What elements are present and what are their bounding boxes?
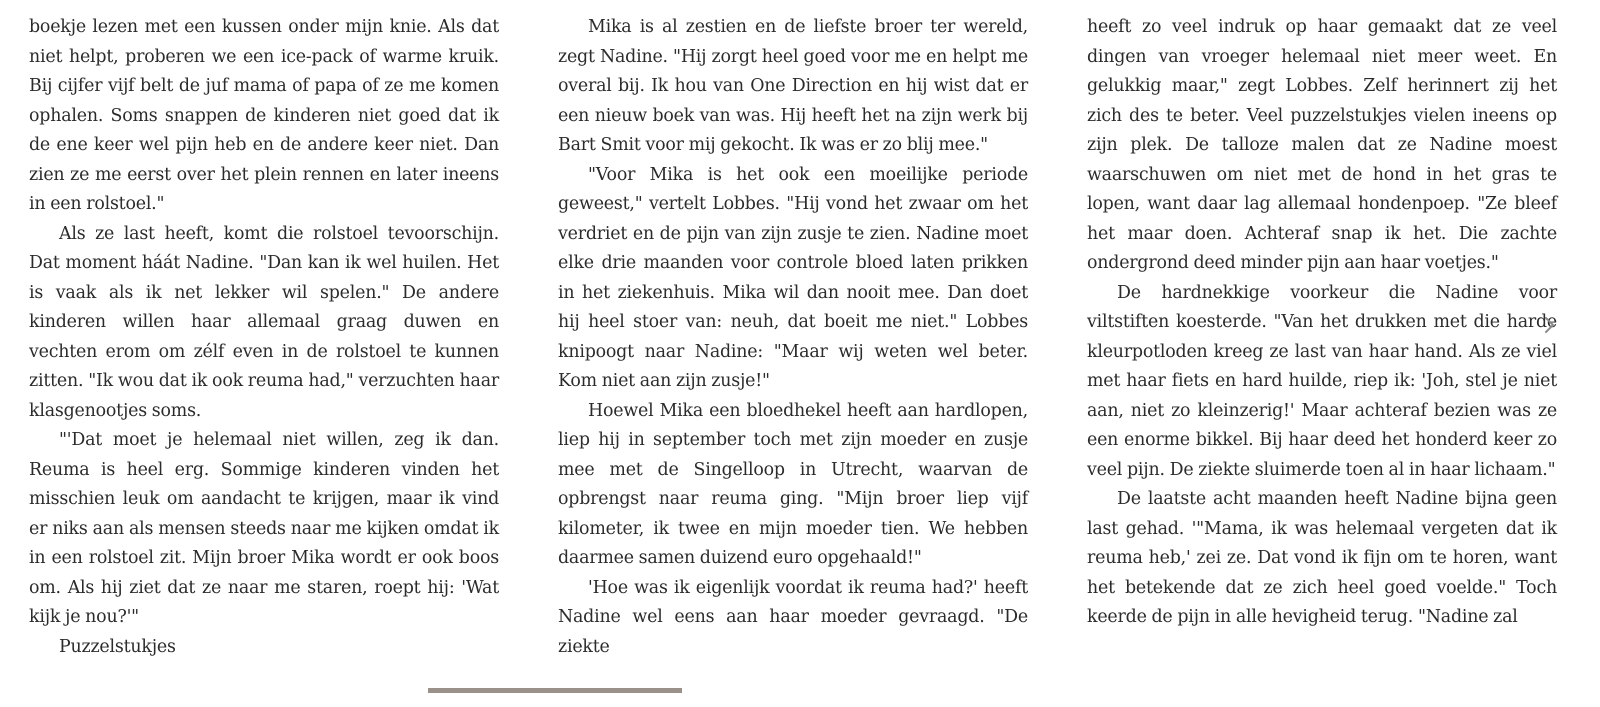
next-page-button[interactable] xyxy=(1537,310,1563,340)
section-heading: Puzzelstukjes xyxy=(59,636,176,657)
paragraph: boekje lezen met een kussen onder mijn knie. Als dat niet helpt, proberen we een ice-pack of warme kruik. Bij cijfer vijf belt de juf mama of papa of ze me komen ophalen. Soms snappen de kinderen niet goed dat ik de ene keer wel pijn heb en de andere keer niet. Dan zien ze me eerst over het plein rennen en later ineens in een rolstoel." xyxy=(29,17,499,214)
paragraph: Als ze last heeft, komt die rolstoel tevoorschijn. Dat moment háát Nadine. "Dan kan ik wel huilen. Het is vaak als ik net lekker wil spelen." De andere kinderen willen haar allemaal graag duwen en vechten erom om zélf even in de rolstoel te kunnen zitten. "Ik wou dat ik ook reuma had," verzuchten haar klasgenootjes soms. xyxy=(29,223,499,421)
page-column-2 xyxy=(558,13,1028,662)
paragraph: 'Hoe was ik eigenlijk voordat ik reuma had?' heeft Nadine wel eens aan haar moeder gevraagd. "De ziekte xyxy=(558,577,1028,657)
paragraph: heeft zo veel indruk op haar gemaakt dat ze veel dingen van vroeger helemaal niet meer weet. En gelukkig maar," zegt Lobbes. Zelf herinnert zij het zich des te beter. Veel puzzelstukjes vielen ineens op zijn plek. De talloze malen dat ze Nadine moest waarschuwen om niet met de hond in het gras te lopen, want daar lag allemaal hondenpoep. "Ze bleef het maar doen. Achteraf snap ik het. Die zachte ondergrond deed minder pijn aan haar voetjes." xyxy=(1087,17,1557,273)
paragraph: Hoewel Mika een bloedhekel heeft aan hardlopen, liep hij in september toch met zijn moeder en zusje mee met de Singelloop in Utrecht, waarvan de opbrengst naar reuma ging. "Mijn broer liep vijf kilometer, ik twee en mijn moeder tien. We hebben daarmee samen duizend euro opgehaald!" xyxy=(558,400,1028,568)
chevron-right-icon xyxy=(1544,316,1556,334)
page-column-1 xyxy=(29,13,499,662)
paragraph: "'Dat moet je helemaal niet willen, zeg ik dan. Reuma is heel erg. Sommige kinderen vinden het misschien leuk om aandacht te krijgen, maar ik vind er niks aan als mensen steeds naar me kijken omdat ik in een rolstoel zit. Mijn broer Mika wordt er ook boos om. Als hij ziet dat ze naar me staren, roept hij: 'Wat kijk je nou?'" xyxy=(29,430,499,627)
paragraph: De laatste acht maanden heeft Nadine bijna geen last gehad. '"Mama, ik was helemaal vergeten dat ik reuma heb,' zei ze. Dat vond ik fijn om te horen, want het betekende dat ze zich heel goed voelde." Toch keerde de pijn in alle hevigheid terug. "Nadine zal xyxy=(1087,489,1557,627)
page-column-3 xyxy=(1087,13,1557,633)
reading-progress-bar[interactable] xyxy=(428,688,682,693)
paragraph: "Voor Mika is het ook een moeilijke periode geweest," vertelt Lobbes. "Hij vond het zwaar om het verdriet en de pijn van zijn zusje te zien. Nadine moet elke drie maanden voor controle bloed laten prikken in het ziekenhuis. Mika wil dan nooit mee. Dan doet hij heel stoer van: neuh, dat boeit me niet." Lobbes knipoogt naar Nadine: "Maar wij weten wel beter. Kom niet aan zijn zusje!" xyxy=(558,164,1028,391)
paragraph: De hardnekkige voorkeur die Nadine voor viltstiften koesterde. "Van het drukken met die harde kleurpotloden kreeg ze last van haar hand. Als ze viel met haar fiets en hard huilde, riep ik: 'Joh, stel je niet aan, niet zo kleinzerig!' Maar achteraf bezien was ze een enorme bikkel. Bij haar deed het honderd keer zo veel pijn. De ziekte sluimerde toen al in haar lichaam." xyxy=(1087,282,1557,480)
paragraph: Mika is al zestien en de liefste broer ter wereld, zegt Nadine. "Hij zorgt heel goed voor me en helpt me overal bij. Ik hou van One Direction en hij wist dat er een nieuw boek van was. Hij heeft het na zijn werk bij Bart Smit voor mij gekocht. Ik was er zo blij mee." xyxy=(558,17,1028,155)
